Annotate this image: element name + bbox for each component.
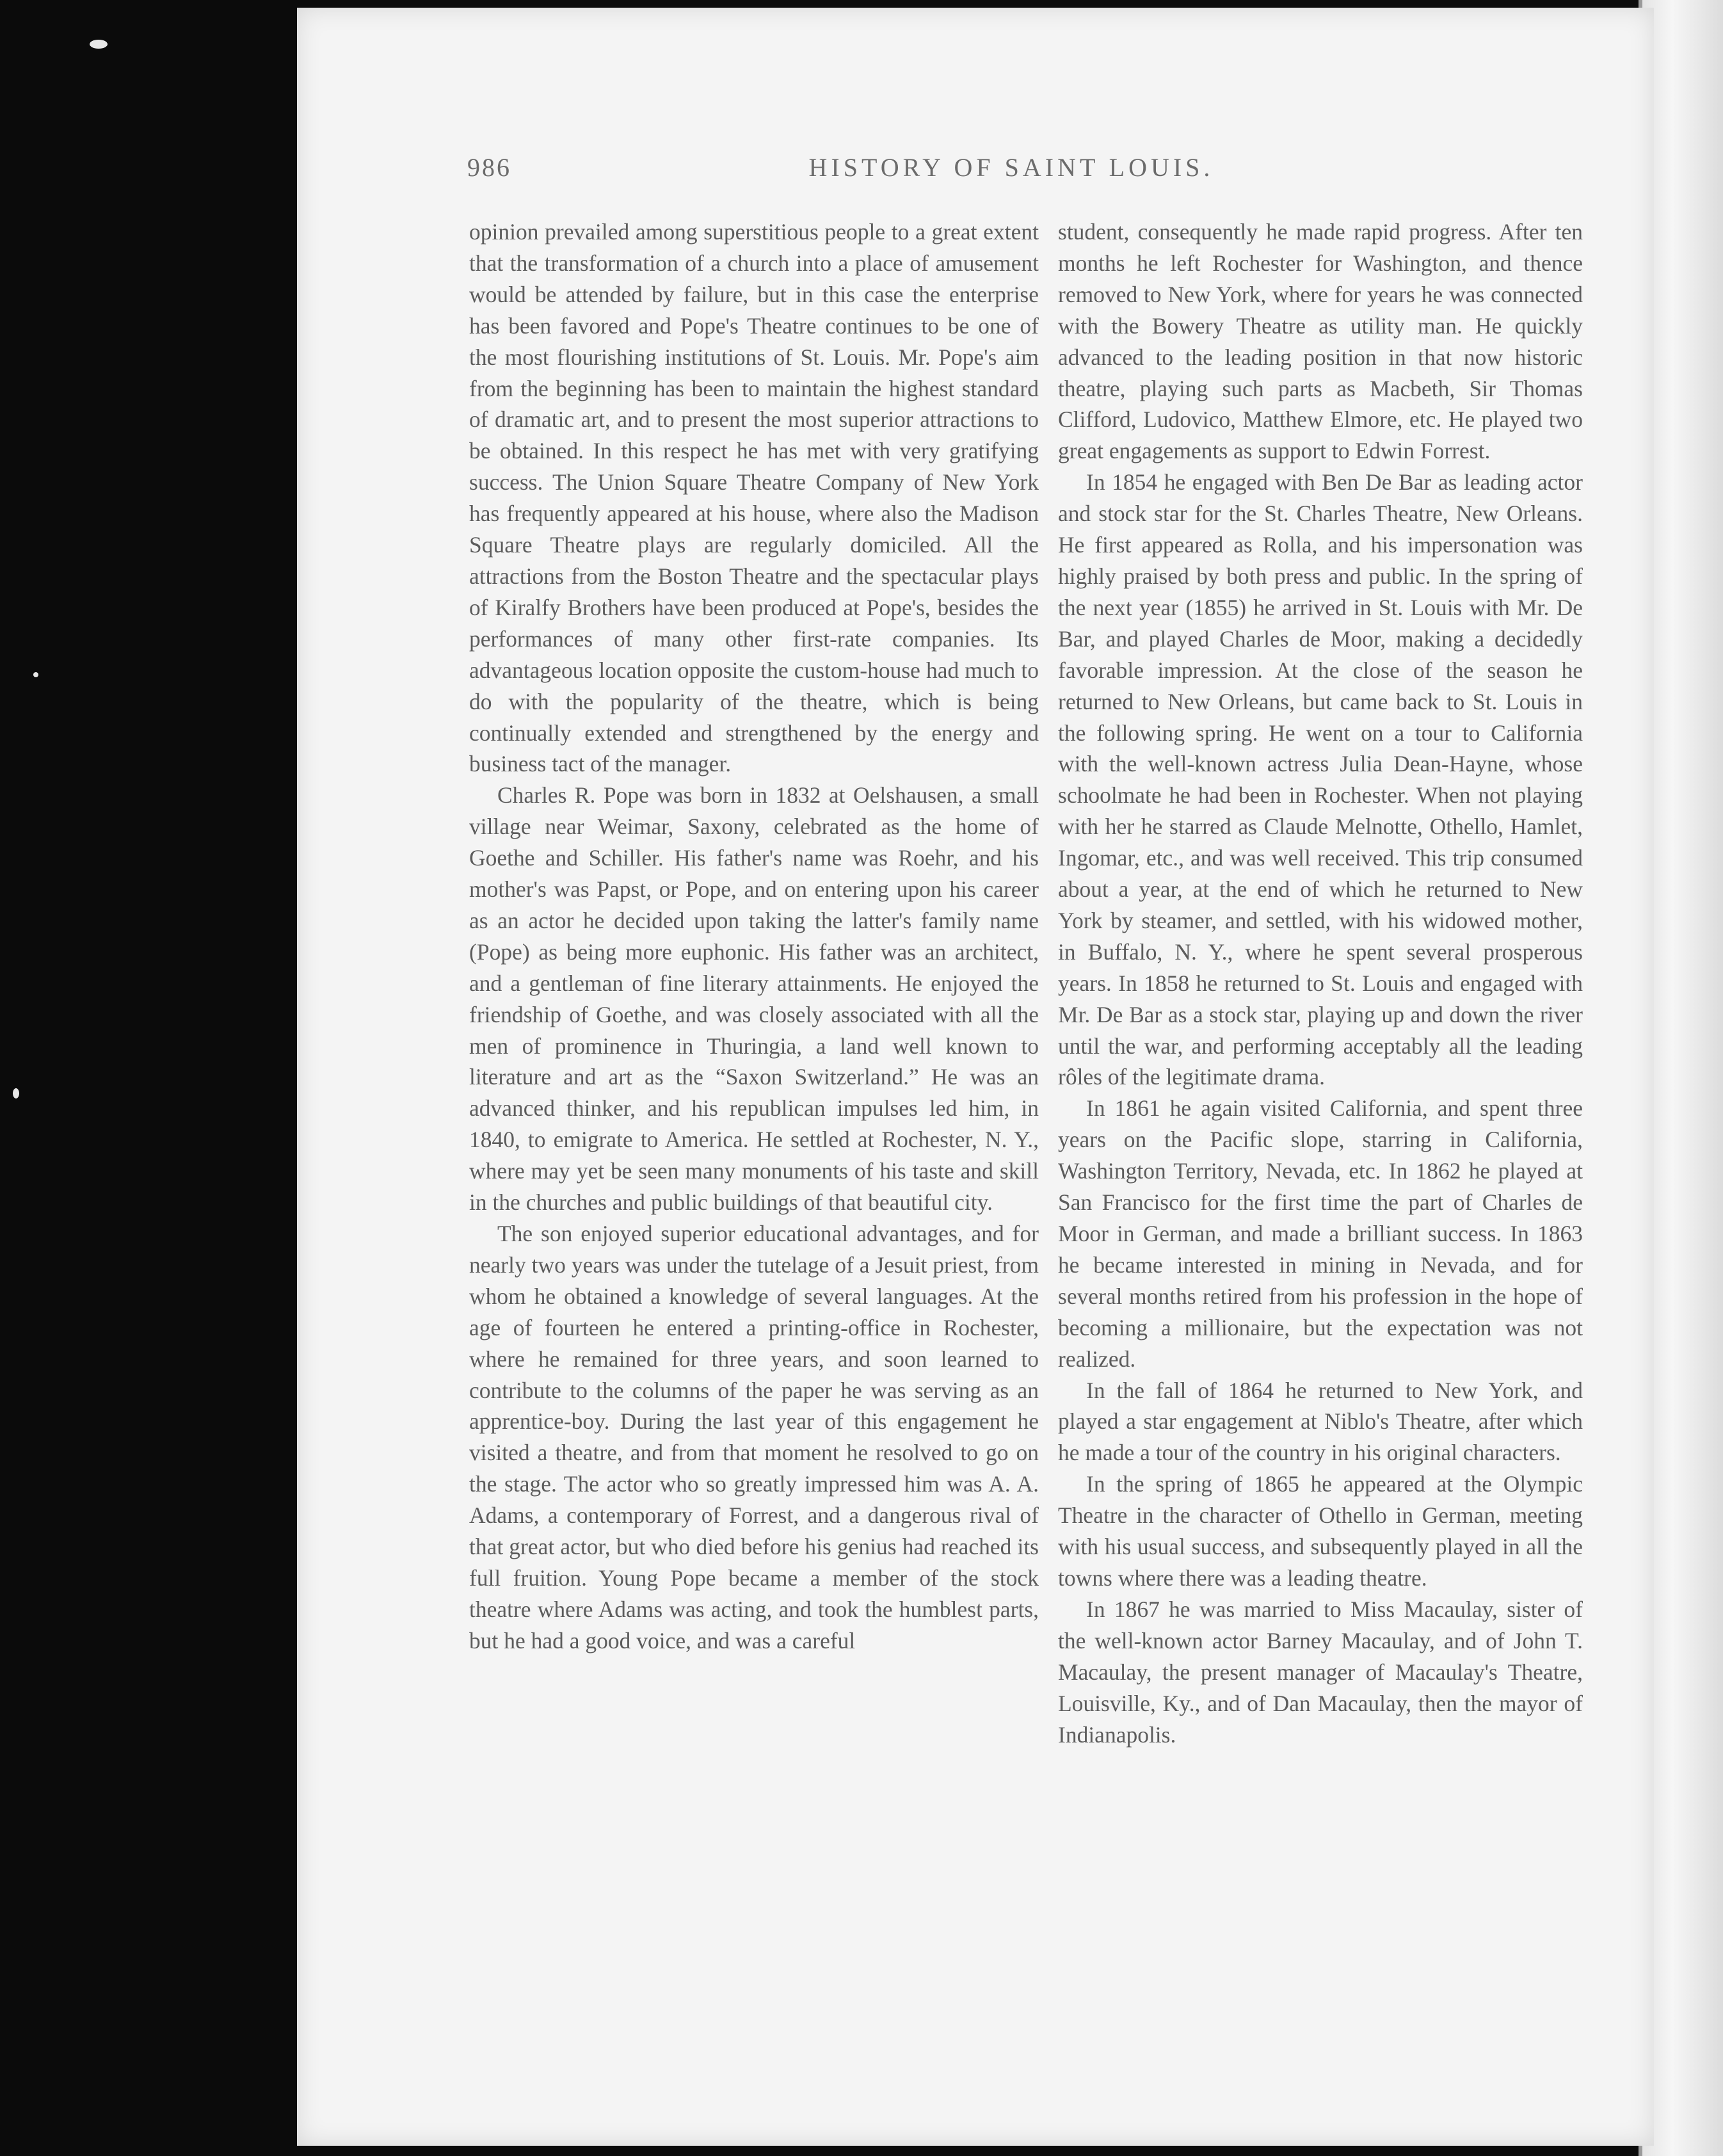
page-header: [467, 152, 1555, 191]
right-text-column: [1058, 216, 1583, 1750]
paragraph: In 1854 he engaged with Ben De Bar as leading actor and stock star for the St. Charles Theatre, New Orleans. He first appeared as Rolla, and his impersonation was highly praised by both press and public. In the spring of the next year (1855) he arrived in St. Louis with Mr. De Bar, and played Charles de Moor, making a decidedly favorable impression. At the close of the season he returned to New Orleans, but came back to St. Louis in the following spring. He went on a tour to California with the well-known actress Julia Dean-Hayne, whose schoolmate he had been in Rochester. When not playing with her he starred as Claude Melnotte, Othello, Hamlet, Ingomar, etc., and was well received. This trip consumed about a year, at the end of which he returned to New York by steamer, and settled, with his widowed mother, in Buffalo, N. Y., where he spent several prosperous years. In 1858 he returned to St. Louis and engaged with Mr. De Bar as a stock star, playing up and down the river until the war, and performing acceptably all the leading rôles of the legitimate drama.: [1058, 469, 1583, 1090]
left-text-column: [469, 216, 1039, 1657]
paragraph: The son enjoyed superior educational advantages, and for nearly two years was under the tutelage of a Jesuit priest, from whom he obtained a knowledge of several languages. At the age of fourteen he entered a printing-office in Rochester, where he remained for three years, and soon learned to contribute to the columns of the paper he was serving as an apprentice-boy. During the last year of this engagement he visited a theatre, and from that moment he resolved to go on the stage. The actor who so greatly impressed him was A. A. Adams, a contemporary of Forrest, and a dangerous rival of that great actor, but who died before his genius had reached its full fruition. Young Pope became a member of the stock theatre where Adams was acting, and took the humblest parts, but he had a good voice, and was a careful: [469, 1221, 1039, 1653]
paragraph: In the fall of 1864 he returned to New York, and played a star engagement at Niblo's Theatre, after which he made a tour of the country in his original characters.: [1058, 1377, 1583, 1466]
scan-speck: [13, 1088, 19, 1098]
paragraph: Charles R. Pope was born in 1832 at Oelshausen, a small village near Weimar, Saxony, celebrated as the home of Goethe and Schiller. His father's name was Roehr, and his mother's was Papst, or Pope, and on entering upon his career as an actor he decided upon taking the latter's family name (Pope) as being more euphonic. His father was an architect, and a gentleman of fine literary attainments. He enjoyed the friendship of Goethe, and was closely associated with all the men of prominence in Thuringia, a land well known to literature and art as the “Saxon Switzerland.” He was an advanced thinker, and his republican impulses led him, in 1840, to emigrate to America. He settled at Rochester, N. Y., where may yet be seen many monuments of his taste and skill in the churches and public buildings of that beautiful city.: [469, 782, 1039, 1216]
scan-speck: [33, 672, 38, 677]
page-number: 986: [467, 153, 511, 182]
paragraph: opinion prevailed among superstitious people to a great extent that the transformation of a church into a place of amusement would be attended by failure, but in this case the enterprise has been favored and Pope's Theatre continues to be one of the most flourishing institutions of St. Louis. Mr. Pope's aim from the beginning has been to maintain the highest standard of dramatic art, and to present the most superior attractions to be obtained. In this respect he has met with very gratifying success. The Union Square Theatre Company of New York has frequently appeared at his house, where also the Madison Square Theatre plays are regularly domiciled. All the attractions from the Boston Theatre and the spectacular plays of Kiralfy Brothers have been produced at Pope's, besides the performances of many other first-rate companies. Its advantageous location opposite the custom-house had much to do with the popularity of the theatre, which is being continually extended and strengthened by the energy and business tact of the manager.: [469, 219, 1039, 777]
paragraph: In 1867 he was married to Miss Macaulay, sister of the well-known actor Barney Macaulay, and of John T. Macaulay, the present manager of Macaulay's Theatre, Louisville, Ky., and of Dan Macaulay, then the mayor of Indianapolis.: [1058, 1596, 1583, 1748]
scan-speck: [90, 40, 108, 49]
paragraph: In 1861 he again visited California, and spent three years on the Pacific slope, starring in California, Washington Territory, Nevada, etc. In 1862 he played at San Francisco for the first time the part of Charles de Moor in German, and made a brilliant success. In 1863 he became interested in mining in Nevada, and for several months retired from his profession in the hope of becoming a millionaire, but the expectation was not realized.: [1058, 1095, 1583, 1372]
paragraph: In the spring of 1865 he appeared at the Olympic Theatre in the character of Othello in German, meeting with his usual success, and subsequently played in all the towns where there was a leading theatre.: [1058, 1471, 1583, 1591]
paragraph: student, consequently he made rapid progress. After ten months he left Rochester for Washington, and thence removed to New York, where for years he was connected with the Bowery Theatre as utility man. He quickly advanced to the leading position in that now historic theatre, playing such parts as Macbeth, Sir Thomas Clifford, Ludovico, Matthew Elmore, etc. He played two great engagements as support to Edwin Forrest.: [1058, 219, 1583, 464]
running-head: HISTORY OF SAINT LOUIS.: [808, 153, 1214, 182]
